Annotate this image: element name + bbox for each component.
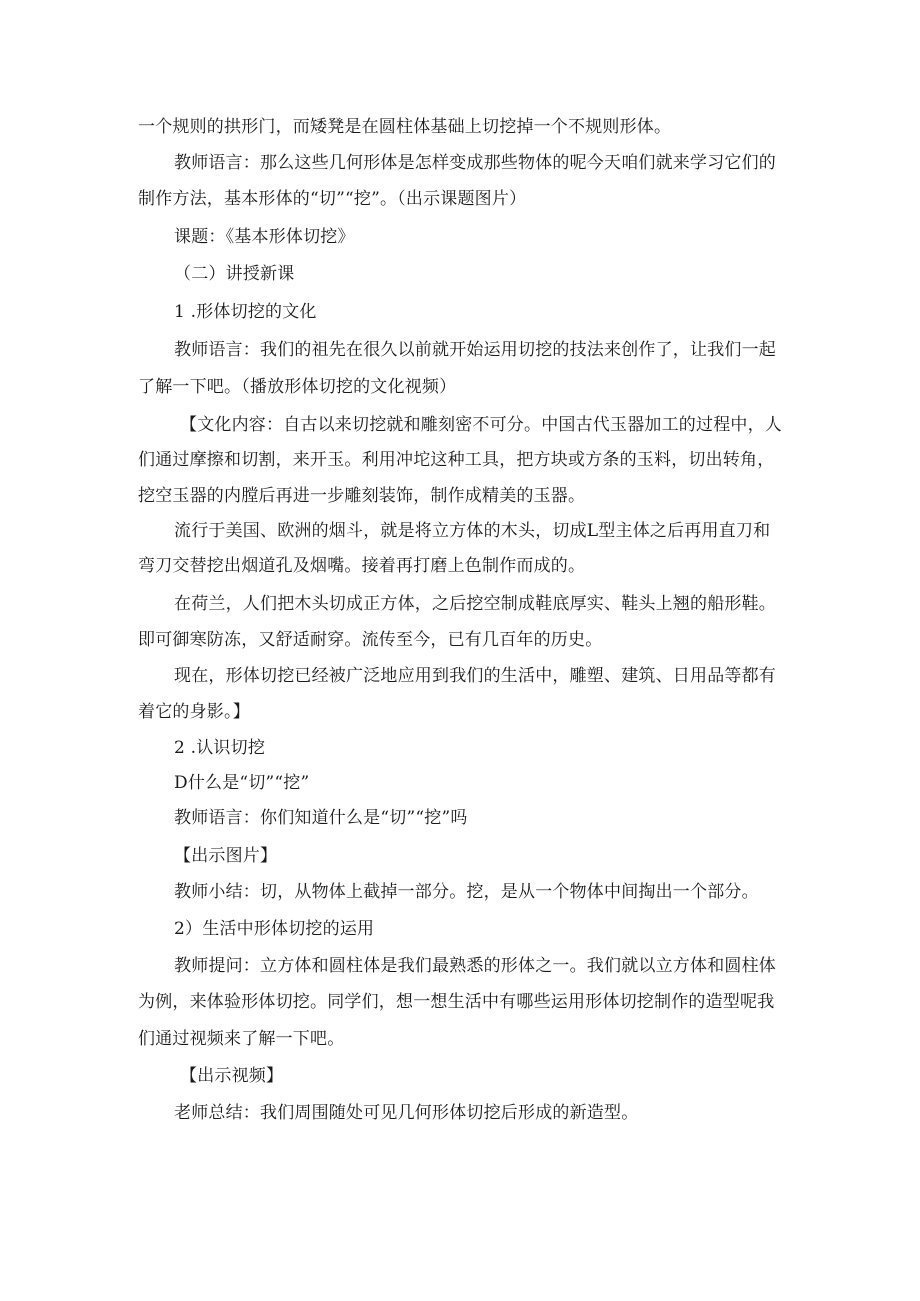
text-line: 2）生活中形体切挖的运用 (174, 919, 375, 939)
subsection-heading: 2 .认识切挖 (174, 738, 266, 758)
text-line: 老师总结：我们周围随处可见几何形体切挖后形成的新造型。 (174, 1103, 639, 1123)
section-heading: （二）讲授新课 (174, 264, 295, 284)
text-line: 【文化内容：自古以来切挖就和雕刻密不可分。中国古代玉器加工的过程中，人 (180, 415, 782, 435)
text-line: 现在，形体切挖已经被广泛地应用到我们的生活中，雕塑、建筑、日用品等都有 (174, 666, 776, 686)
text-line: 【出示视频】 (180, 1066, 284, 1086)
text-line: 制作方法，基本形体的“切”“挖”。（出示课题图片） (138, 189, 527, 209)
text-line: 为例，来体验形体切挖。同学们，想一想生活中有哪些运用形体切挖制作的造型呢我 (138, 992, 775, 1012)
text-line: 教师语言：你们知道什么是“切”“挖”吗 (174, 808, 468, 828)
text-line: 了解一下吧。（播放形体切挖的文化视频） (138, 377, 457, 397)
text-line: 们通过视频来了解一下吧。 (138, 1029, 345, 1049)
text-line: 教师提问：立方体和圆柱体是我们最熟悉的形体之一。我们就以立方体和圆柱体 (174, 956, 776, 976)
text-line: 教师语言：我们的祖先在很久以前就开始运用切挖的技法来创作了，让我们一起 (174, 340, 776, 360)
text-line: 一个规则的拱形门，而矮凳是在圆柱体基础上切挖掉一个不规则形体。 (138, 117, 672, 137)
text-line: 流行于美国、欧洲的烟斗，就是将立方体的木头，切成L型主体之后再用直刀和 (174, 521, 771, 541)
text-line: 着它的身影。】 (138, 702, 250, 722)
text-line: 弯刀交替挖出烟道孔及烟嘴。接着再打磨上色制作而成的。 (138, 556, 586, 576)
text-line: 教师小结：切，从物体上截掉一部分。挖，是从一个物体中间掏出一个部分。 (174, 882, 759, 902)
text-line: 挖空玉器的内膛后再进一步雕刻装饰，制作成精美的玉器。 (138, 486, 586, 506)
subsection-heading: 1 .形体切挖的文化 (174, 302, 317, 322)
text-line: 教师语言：那么这些几何形体是怎样变成那些物体的呢今天咱们就来学习它们的 (174, 153, 776, 173)
text-line: 课题：《基本形体切挖》 (174, 227, 355, 247)
text-line: 在荷兰，人们把木头切成正方体，之后挖空制成鞋底厚实、鞋头上翘的船形鞋。 (174, 594, 776, 614)
text-line: D什么是“切”“挖” (174, 773, 310, 793)
text-line: 们通过摩擦和切割，来开玉。利用冲坨这种工具，把方块或方条的玉料，切出转角， (138, 450, 775, 470)
text-line: 即可御寒防冻，又舒适耐穿。流传至今，已有几百年的历史。 (138, 630, 603, 650)
text-line: 【出示图片】 (174, 846, 278, 866)
